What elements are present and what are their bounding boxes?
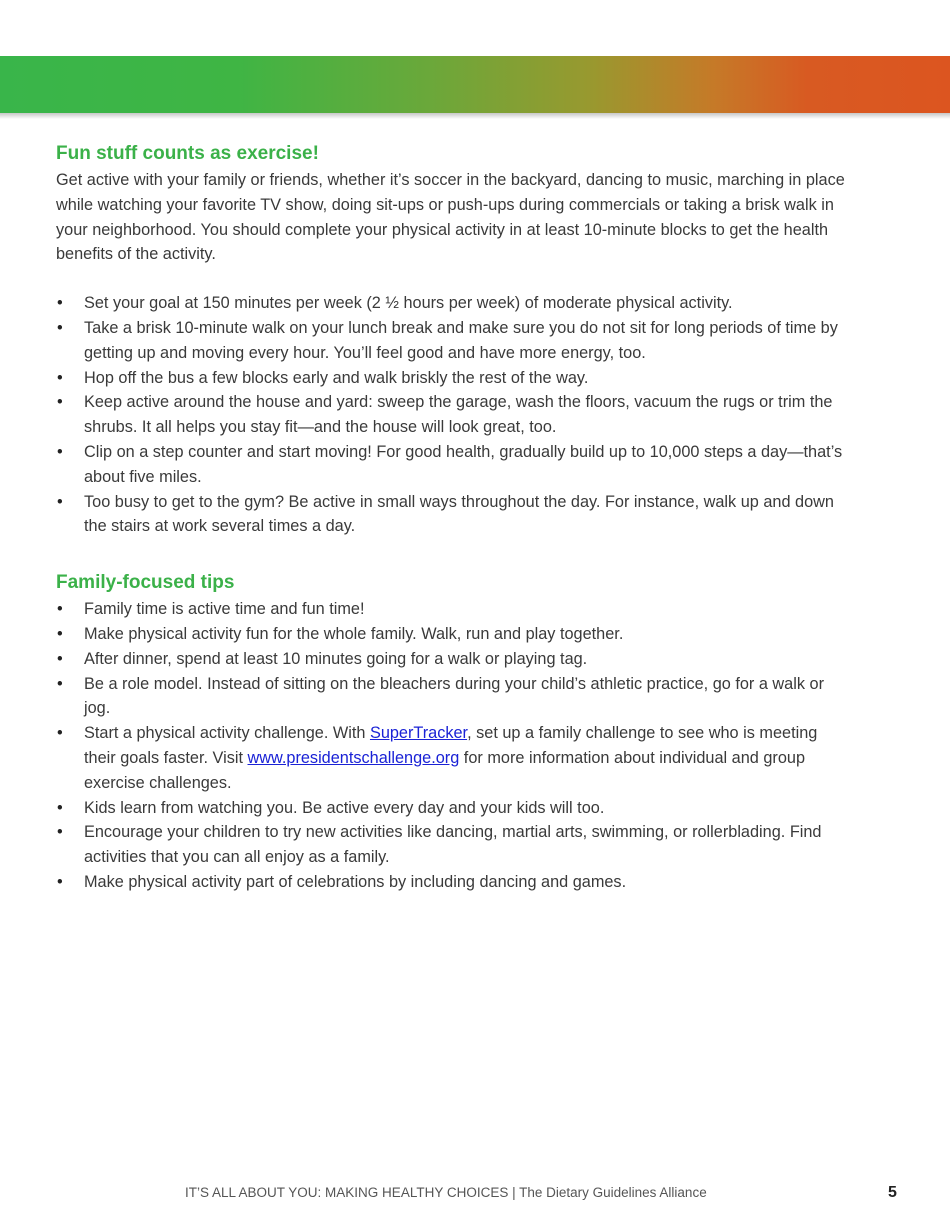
challenge-text-part3: for more information about individual and group exercise challenges. [84,748,806,792]
challenge-text-part2: , set up a family challenge to see who is meeting their goals faster. Visit [84,724,818,767]
bullet-icon: • [57,624,63,643]
list-item [56,796,846,821]
bullet-icon: • [57,674,63,693]
list-item-text: Set your goal at 150 minutes per week (2 ½ hours per week) of moderate physical activity. [84,294,733,313]
list-item-text: Make physical activity fun for the whole family. Walk, run and play together. [84,624,624,643]
list-item-text: Make physical activity part of celebrations by including dancing and games. [84,872,627,891]
list-item [56,672,846,722]
bullet-icon: • [57,318,63,337]
page-content [56,140,846,895]
bullet-icon: • [57,798,63,817]
list-item [56,490,846,540]
list-item [56,390,846,440]
list-item [56,291,846,316]
bullet-icon: • [57,649,63,668]
list-item-text: Clip on a step counter and start moving! For good health, gradually build up to 10,000 steps a day—that’s about five miles. [84,442,843,486]
bullet-icon: • [57,492,63,511]
bullet-icon: • [57,442,63,461]
list-item [56,366,846,391]
list-item-text: Encourage your children to try new activities like dancing, martial arts, swimming, or rollerblading. Find activities that you can all enjoy as a family. [84,823,822,867]
page-number: 5 [888,1184,897,1201]
section-heading-family-tips: Family-focused tips [56,572,235,594]
page-footer [0,1185,950,1205]
banner-shadow [0,113,950,119]
family-tips-list [56,597,846,895]
bullet-icon: • [57,393,63,412]
list-item-text: Hop off the bus a few blocks early and walk briskly the rest of the way. [84,368,589,387]
supertracker-link[interactable]: SuperTracker [369,724,468,743]
list-item-text: Keep active around the house and yard: sweep the garage, wash the floors, vacuum the rugs or trim the shrubs. It all helps you stay fit—and the house will look great, too. [84,393,833,437]
list-item [56,316,846,366]
bullet-icon: • [57,724,63,743]
list-item [56,721,846,795]
section-fun-stuff [56,140,846,539]
header-gradient-banner [0,56,950,113]
footer-text: IT’S ALL ABOUT YOU: MAKING HEALTHY CHOICES | The Dietary Guidelines Alliance [185,1185,707,1200]
list-item-text: Take a brisk 10-minute walk on your lunch break and make sure you do not sit for long periods of time by getting up and moving every hour. You’ll feel good and have more energy, too. [84,318,838,362]
list-item-text: Too busy to get to the gym? Be active in small ways throughout the day. For instance, walk up and down the stairs at work several times a day. [84,492,834,536]
bullet-icon: • [57,294,63,313]
list-item-text: Be a role model. Instead of sitting on the bleachers during your child’s athletic practice, go for a walk or jog. [84,674,824,718]
list-item [56,440,846,490]
intro-paragraph: Get active with your family or friends, whether it’s soccer in the backyard, dancing to music, marching in place while watching your favorite TV show, doing sit-ups or push-ups during commercials or taking a brisk walk in your neighborhood. You should complete your physical activity in at least 10-minute blocks to get the health benefits of the activity. [56,171,845,264]
challenge-text-part1: Start a physical activity challenge. With [84,724,370,743]
bullet-icon: • [57,368,63,387]
list-item [56,622,846,647]
bullet-icon: • [57,600,63,619]
list-item [56,597,846,622]
list-item [56,820,846,870]
list-item-text: Family time is active time and fun time! [84,600,365,619]
list-item-text: After dinner, spend at least 10 minutes going for a walk or playing tag. [84,649,588,668]
bullet-icon: • [57,823,63,842]
section-family-tips [56,569,846,895]
exercise-tips-list [56,291,846,539]
presidents-challenge-link[interactable]: www.presidentschallenge.org [247,748,460,767]
list-item [56,647,846,672]
bullet-icon: • [57,872,63,891]
list-item-text: Kids learn from watching you. Be active every day and your kids will too. [84,798,605,817]
section-heading-fun-stuff: Fun stuff counts as exercise! [56,143,319,164]
list-item [56,870,846,895]
